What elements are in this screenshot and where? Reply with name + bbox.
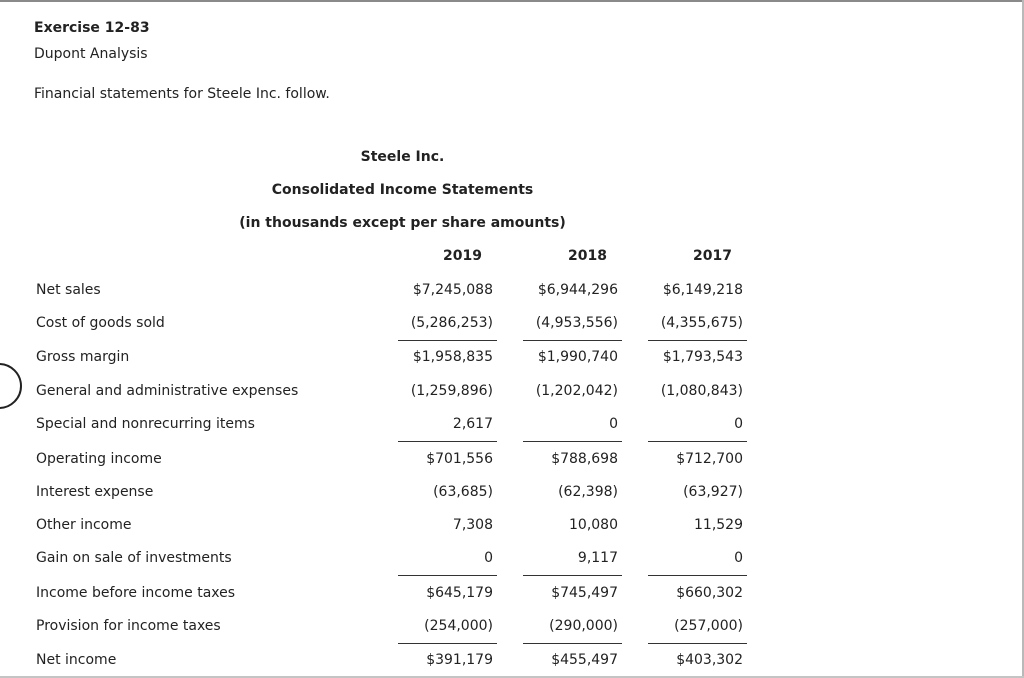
subtotal-rule	[398, 643, 497, 644]
row-label-income-before-income-taxes: Income before income taxes	[36, 585, 236, 601]
interest-expense-2018: (62,398)	[558, 484, 618, 500]
net-sales-2019: $7,245,088	[412, 282, 493, 298]
subtotal-rule	[398, 441, 497, 442]
operating-income-2018: $788,698	[551, 451, 618, 467]
provision-taxes-2017: (257,000)	[674, 618, 743, 634]
gain-on-sale-2019: 0	[484, 550, 493, 566]
statement-title: Consolidated Income Statements	[271, 182, 534, 198]
ga-expenses-2019: (1,259,896)	[410, 383, 493, 399]
income-before-taxes-2019: $645,179	[426, 585, 493, 601]
subtotal-rule	[398, 340, 497, 341]
cogs-2017: (4,355,675)	[660, 315, 743, 331]
intro-text: Financial statements for Steele Inc. follow.	[34, 86, 330, 102]
subtotal-rule	[648, 340, 747, 341]
other-income-2017: 11,529	[694, 517, 743, 533]
ga-expenses-2017: (1,080,843)	[660, 383, 743, 399]
income-before-taxes-2017: $660,302	[676, 585, 743, 601]
special-items-2017: 0	[734, 416, 743, 432]
exercise-title: Exercise 12-83	[34, 20, 150, 36]
gain-on-sale-2017: 0	[734, 550, 743, 566]
row-label-net-sales: Net sales	[36, 282, 101, 298]
gross-margin-2019: $1,958,835	[412, 349, 493, 365]
net-sales-2017: $6,149,218	[662, 282, 743, 298]
subtotal-rule	[398, 575, 497, 576]
ga-expenses-2018: (1,202,042)	[535, 383, 618, 399]
year-header-2017: 2017	[693, 248, 732, 264]
top-border	[0, 0, 1024, 2]
row-label-general-admin-expenses: General and administrative expenses	[36, 383, 299, 399]
net-sales-2018: $6,944,296	[537, 282, 618, 298]
row-label-special-nonrecurring-items: Special and nonrecurring items	[36, 416, 255, 432]
provision-taxes-2019: (254,000)	[424, 618, 493, 634]
statement-units: (in thousands except per share amounts)	[239, 215, 566, 231]
year-header-2018: 2018	[568, 248, 607, 264]
company-name: Steele Inc.	[360, 149, 445, 165]
net-income-2019: $391,179	[426, 652, 493, 668]
subtotal-rule	[523, 643, 622, 644]
interest-expense-2017: (63,927)	[683, 484, 743, 500]
subtotal-rule	[523, 340, 622, 341]
gross-margin-2018: $1,990,740	[537, 349, 618, 365]
cogs-2018: (4,953,556)	[535, 315, 618, 331]
special-items-2018: 0	[609, 416, 618, 432]
special-items-2019: 2,617	[452, 416, 493, 432]
operating-income-2017: $712,700	[676, 451, 743, 467]
net-income-2017: $403,302	[676, 652, 743, 668]
gain-on-sale-2018: 9,117	[577, 550, 618, 566]
provision-taxes-2018: (290,000)	[549, 618, 618, 634]
gross-margin-2017: $1,793,543	[662, 349, 743, 365]
income-before-taxes-2018: $745,497	[551, 585, 618, 601]
other-income-2019: 7,308	[452, 517, 493, 533]
other-income-2018: 10,080	[569, 517, 618, 533]
row-label-cost-of-goods-sold: Cost of goods sold	[36, 315, 165, 331]
subtotal-rule	[523, 575, 622, 576]
year-header-2019: 2019	[443, 248, 482, 264]
row-label-net-income: Net income	[36, 652, 117, 668]
row-label-gross-margin: Gross margin	[36, 349, 130, 365]
operating-income-2019: $701,556	[426, 451, 493, 467]
row-label-other-income: Other income	[36, 517, 132, 533]
cogs-2019: (5,286,253)	[410, 315, 493, 331]
side-navigation-handle[interactable]	[0, 363, 22, 409]
subtotal-rule	[523, 441, 622, 442]
interest-expense-2019: (63,685)	[433, 484, 493, 500]
row-label-provision-for-income-taxes: Provision for income taxes	[36, 618, 221, 634]
row-label-operating-income: Operating income	[36, 451, 162, 467]
exercise-topic: Dupont Analysis	[34, 46, 148, 62]
row-label-gain-on-sale-of-investments: Gain on sale of investments	[36, 550, 232, 566]
row-label-interest-expense: Interest expense	[36, 484, 154, 500]
net-income-2018: $455,497	[551, 652, 618, 668]
subtotal-rule	[648, 575, 747, 576]
subtotal-rule	[648, 441, 747, 442]
subtotal-rule	[648, 643, 747, 644]
